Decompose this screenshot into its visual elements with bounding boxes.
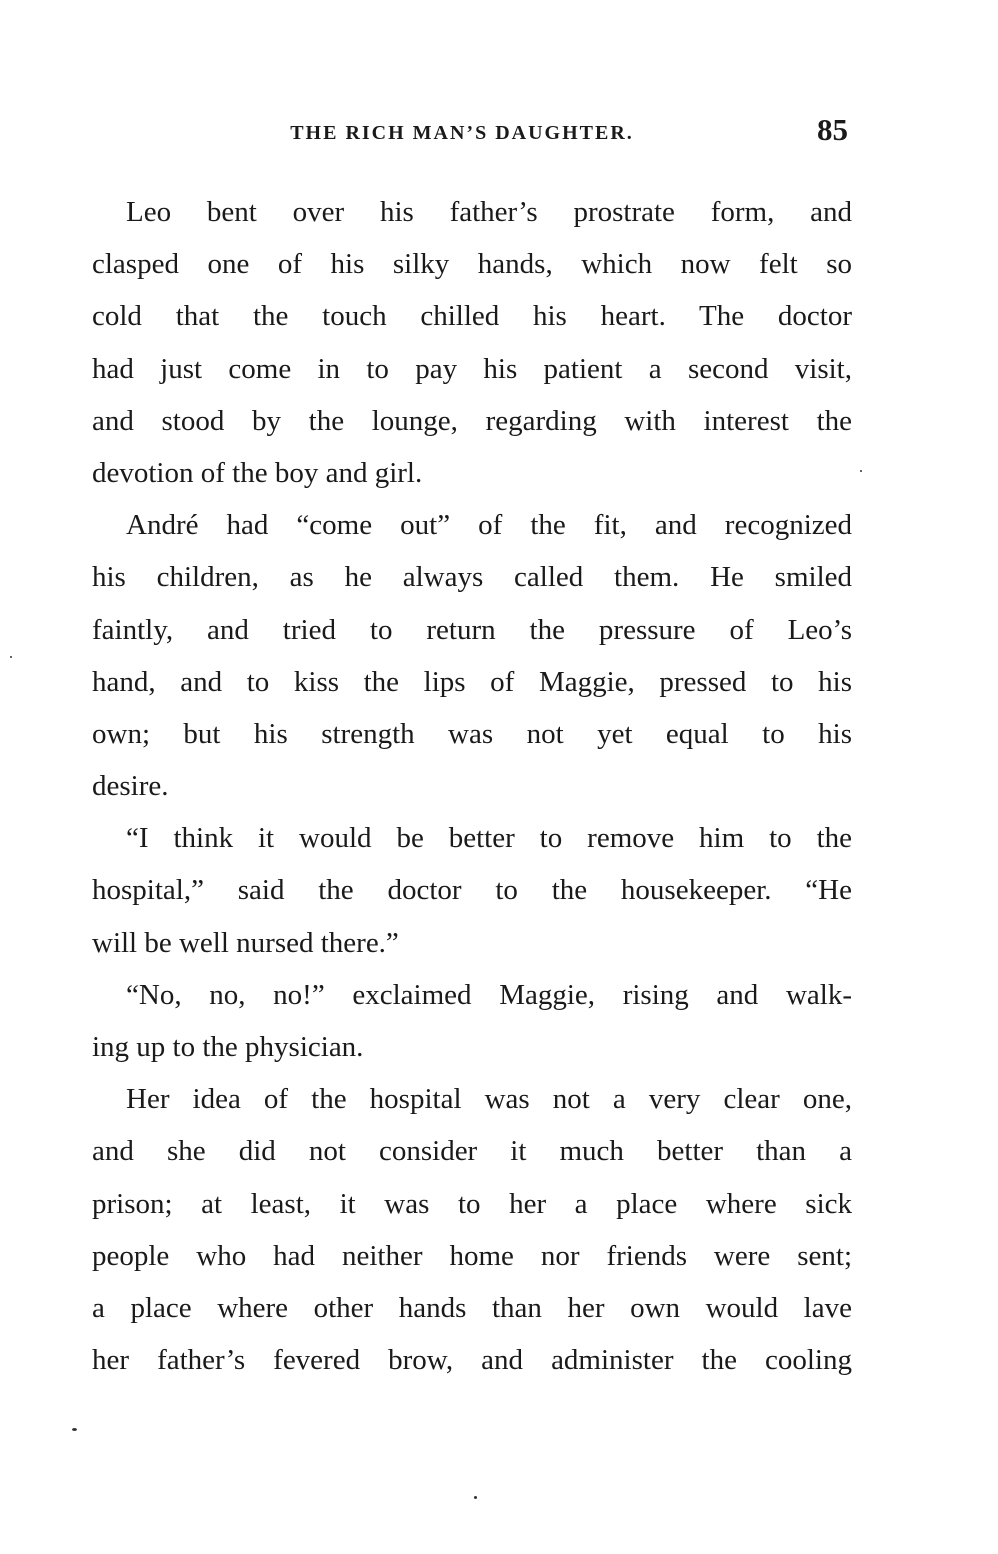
running-title: THE RICH MAN’S DAUGHTER.	[290, 122, 634, 144]
text-line: hand, and to kiss the lips of Maggie, pressed to his	[92, 665, 852, 698]
text-line: cold that the touch chilled his heart. The doctor	[92, 300, 852, 333]
page-number: 85	[817, 112, 848, 147]
text-line: ing up to the physician.	[92, 1031, 364, 1063]
text-line: desire.	[92, 770, 169, 803]
text-line: “I think it would be better to remove him to the	[126, 822, 852, 855]
text-line: had just come in to pay his patient a second visit,	[92, 352, 852, 385]
text-line: “No, no, no!” exclaimed Maggie, rising and walk-	[126, 978, 852, 1011]
text-line: and she did not consider it much better than a	[92, 1135, 852, 1168]
text-line: Leo bent over his father’s prostrate form, and	[126, 196, 852, 228]
text-line: devotion of the boy and girl.	[92, 456, 423, 489]
running-head	[92, 112, 852, 152]
text-line: and stood by the lounge, regarding with interest the	[92, 404, 852, 437]
text-line: her father’s fevered brow, and administer the cooling	[92, 1344, 852, 1377]
scan-speck	[860, 470, 862, 472]
scan-speck	[474, 1496, 477, 1499]
scan-speck	[10, 656, 12, 658]
text-line: people who had neither home nor friends were sent;	[92, 1239, 852, 1272]
text-line: will be well nursed there.”	[92, 926, 399, 959]
text-line: hospital,” said the doctor to the housekeeper. “He	[92, 874, 852, 907]
text-line: clasped one of his silky hands, which now felt so	[92, 248, 852, 281]
text-line: faintly, and tried to return the pressure of Leo’s	[92, 613, 852, 646]
scan-speck	[72, 1428, 77, 1431]
text-line: Her idea of the hospital was not a very clear one,	[126, 1083, 852, 1116]
text-line: his children, as he always called them. He smiled	[92, 561, 852, 594]
text-line: a place where other hands than her own would lave	[92, 1291, 852, 1324]
body-text	[92, 186, 852, 1386]
text-line: André had “come out” of the fit, and recognized	[126, 509, 852, 542]
text-line: prison; at least, it was to her a place where sick	[92, 1187, 852, 1220]
text-line: own; but his strength was not yet equal to his	[92, 717, 852, 750]
